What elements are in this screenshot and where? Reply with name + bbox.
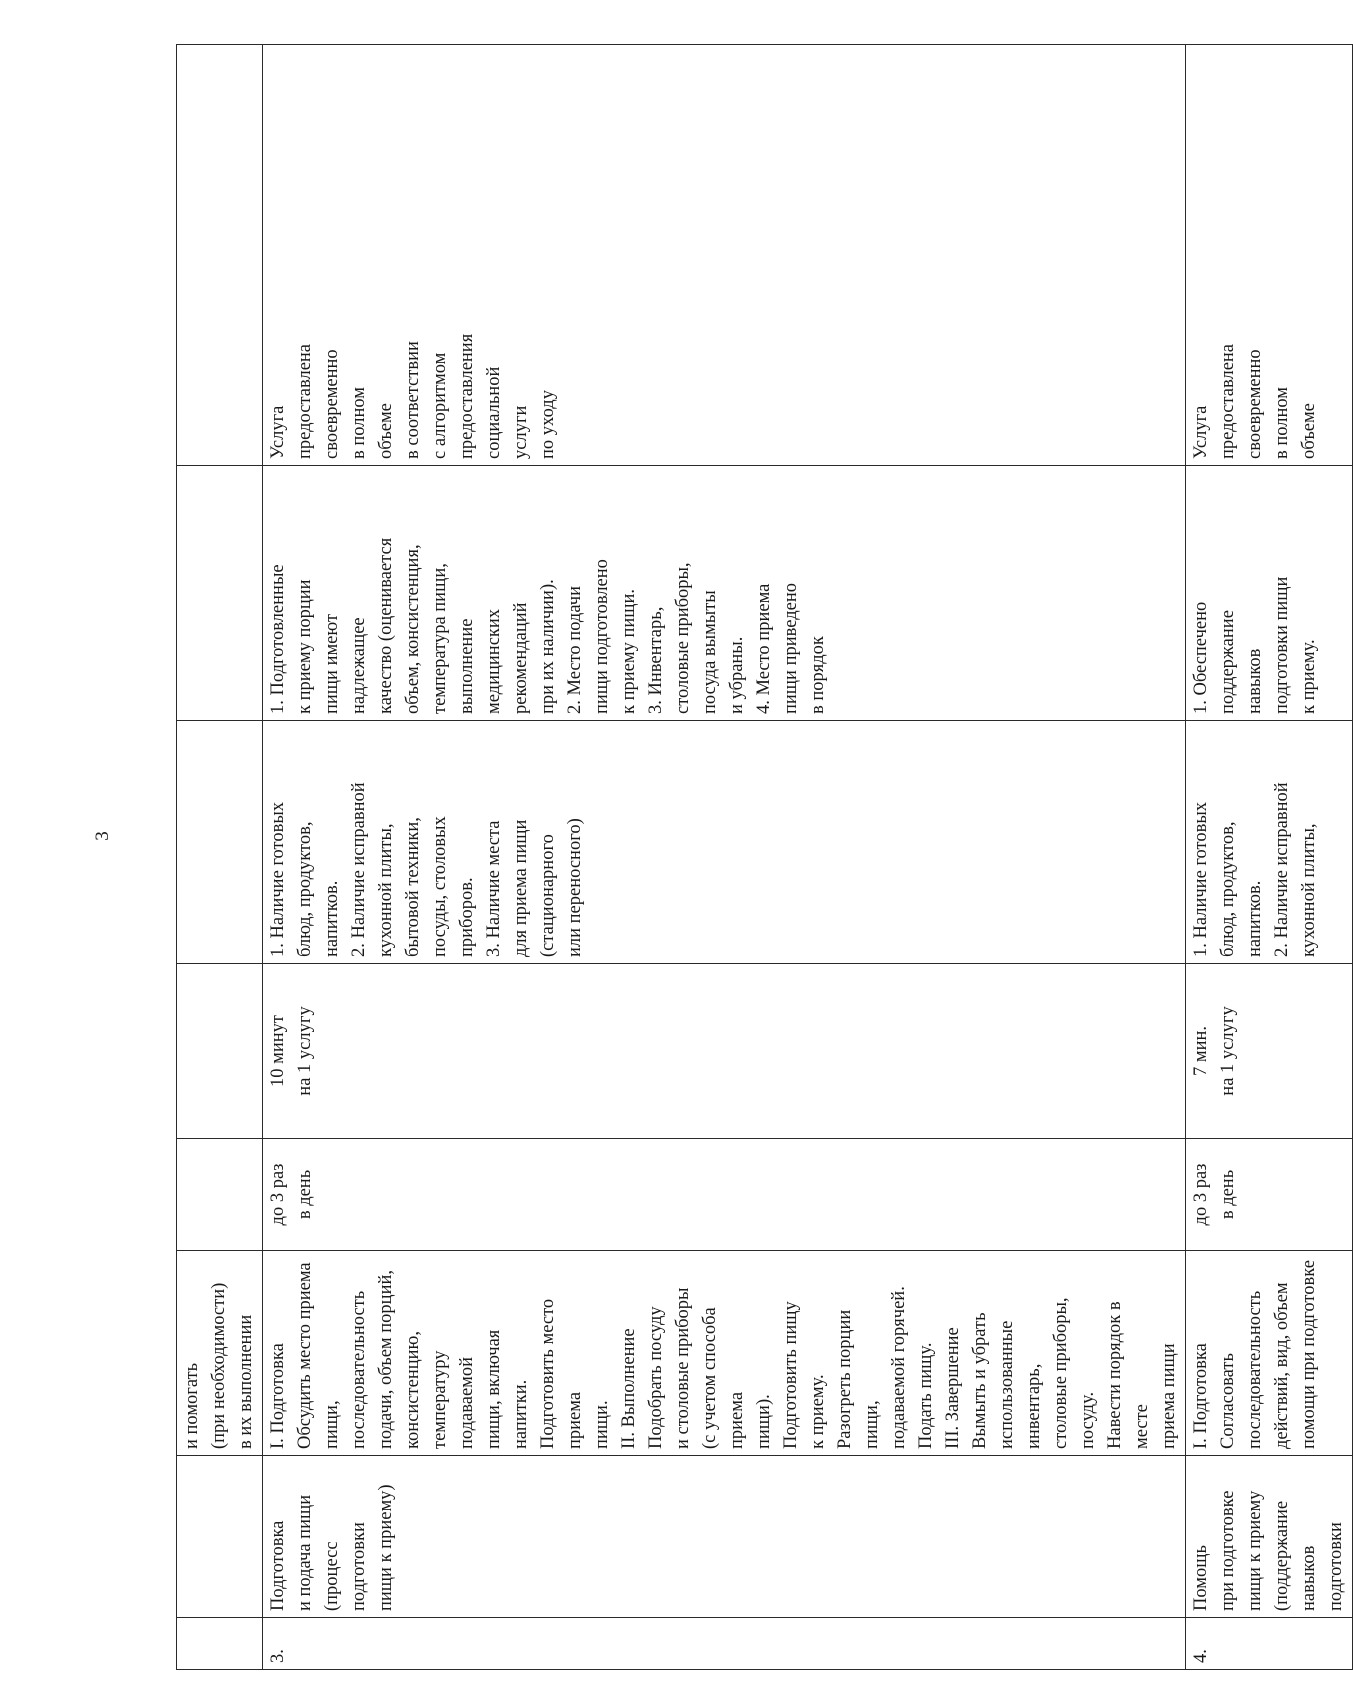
cell-time: 7 мин. на 1 услугу (1186, 964, 1353, 1139)
cell-results: 1. Подготовленные к приему порции пищи имеют надлежащее качество (оценивается объем, консистенция, температура пищи, выполнение медицинских рекомендаций при их наличии). 2. Место подачи пищи подготовлено к приему пищи. 3. Инвентарь, столовые приборы, посуда вымыты и убраны. 4. Место приема пищи приведено в порядок (263, 466, 1186, 721)
cell-results (177, 466, 263, 721)
table-row (1186, 45, 1353, 1670)
cell-service (177, 1456, 263, 1618)
cell-time (177, 964, 263, 1139)
cell-conditions: 1. Наличие готовых блюд, продуктов, напитков. 2. Наличие исправной кухонной плиты, бытовой техники, посуды, столовых приборов. 3. Наличие места для приема пищи (стационарного или переносного) (263, 721, 1186, 964)
cell-service: Подготовка и подача пищи (процесс подготовки пищи к приему) (263, 1456, 1186, 1618)
cell-frequency: до 3 раз в день (263, 1139, 1186, 1251)
rotated-table-sheet (176, 44, 1346, 1670)
services-table (176, 44, 1353, 1670)
cell-procedure: и помогать (при необходимости) в их выполнении (177, 1251, 263, 1456)
cell-assessment: Услуга предоставлена своевременно в полном объеме (1186, 45, 1353, 466)
table-row (263, 45, 1186, 1670)
cell-frequency (177, 1139, 263, 1251)
cell-service: Помощь при подготовке пищи к приему (поддержание навыков подготовки (1186, 1456, 1353, 1618)
cell-frequency: до 3 раз в день (1186, 1139, 1353, 1251)
cell-number: 4. (1186, 1618, 1353, 1670)
page-number: 3 (92, 831, 113, 841)
cell-time: 10 минут на 1 услугу (263, 964, 1186, 1139)
cell-procedure: I. Подготовка Согласовать последовательность действий, вид, объем помощи при подготовке (1186, 1251, 1353, 1456)
cell-number (177, 1618, 263, 1670)
cell-conditions: 1. Наличие готовых блюд, продуктов, напитков. 2. Наличие исправной кухонной плиты, (1186, 721, 1353, 964)
cell-conditions (177, 721, 263, 964)
cell-results: 1. Обеспечено поддержание навыков подготовки пищи к приему. (1186, 466, 1353, 721)
cell-assessment: Услуга предоставлена своевременно в полном объеме в соответствии с алгоритмом предоставления социальной услуги по уходу (263, 45, 1186, 466)
cell-assessment (177, 45, 263, 466)
cell-number: 3. (263, 1618, 1186, 1670)
table-row-continuation (177, 45, 263, 1670)
cell-procedure: I. Подготовка Обсудить место приема пищи, последовательность подачи, объем порций, консистенцию, температуру подаваемой пищи, включая напитки. Подготовить место приема пищи. II. Выполнение Подобрать посуду и столовые приборы (с учетом способа приема пищи). Подготовить пищу к приему. Разогреть порции пищи, подаваемой горячей. Подать пищу. III. Завершение Вымыть и убрать использованные инвентарь, столовые приборы, посуду. Навести порядок в месте приема пищи (263, 1251, 1186, 1456)
